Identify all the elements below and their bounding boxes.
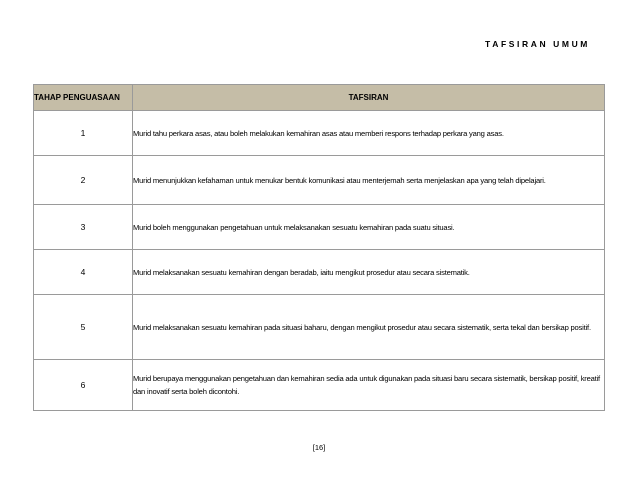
level-cell: 2: [34, 156, 133, 205]
table-row: [34, 205, 605, 250]
level-cell: 6: [34, 360, 133, 411]
description-cell: Murid berupaya menggunakan pengetahuan dan kemahiran sedia ada untuk digunakan pada situasi baru secara sistematik, bersikap positif, kreatif dan inovatif serta boleh dicontohi.: [133, 360, 605, 411]
description-cell: Murid menunjukkan kefahaman untuk menukar bentuk komunikasi atau menterjemah serta menjelaskan apa yang telah dipelajari.: [133, 156, 605, 205]
level-cell: 3: [34, 205, 133, 250]
table-row: [34, 295, 605, 360]
level-cell: 4: [34, 250, 133, 295]
level-cell: 5: [34, 295, 133, 360]
column-header-tahap-penguasaan: TAHAP PENGUASAAN: [34, 85, 133, 111]
table-row: [34, 111, 605, 156]
tafsiran-table: [33, 84, 605, 411]
table-row: [34, 360, 605, 411]
table-header-row: [34, 85, 605, 111]
table-row: [34, 156, 605, 205]
description-cell: Murid melaksanakan sesuatu kemahiran dengan beradab, iaitu mengikut prosedur atau secara sistematik.: [133, 250, 605, 295]
column-header-tafsiran: TAFSIRAN: [133, 85, 605, 111]
description-cell: Murid tahu perkara asas, atau boleh melakukan kemahiran asas atau memberi respons terhadap perkara yang asas.: [133, 111, 605, 156]
description-cell: Murid melaksanakan sesuatu kemahiran pada situasi baharu, dengan mengikut prosedur atau secara sistematik, serta tekal dan bersikap positif.: [133, 295, 605, 360]
page-number: [16]: [312, 443, 326, 452]
level-cell: 1: [34, 111, 133, 156]
table-row: [34, 250, 605, 295]
description-cell: Murid boleh menggunakan pengetahuan untuk melaksanakan sesuatu kemahiran pada suatu situasi.: [133, 205, 605, 250]
running-header-title: TAFSIRAN UMUM: [485, 39, 590, 49]
